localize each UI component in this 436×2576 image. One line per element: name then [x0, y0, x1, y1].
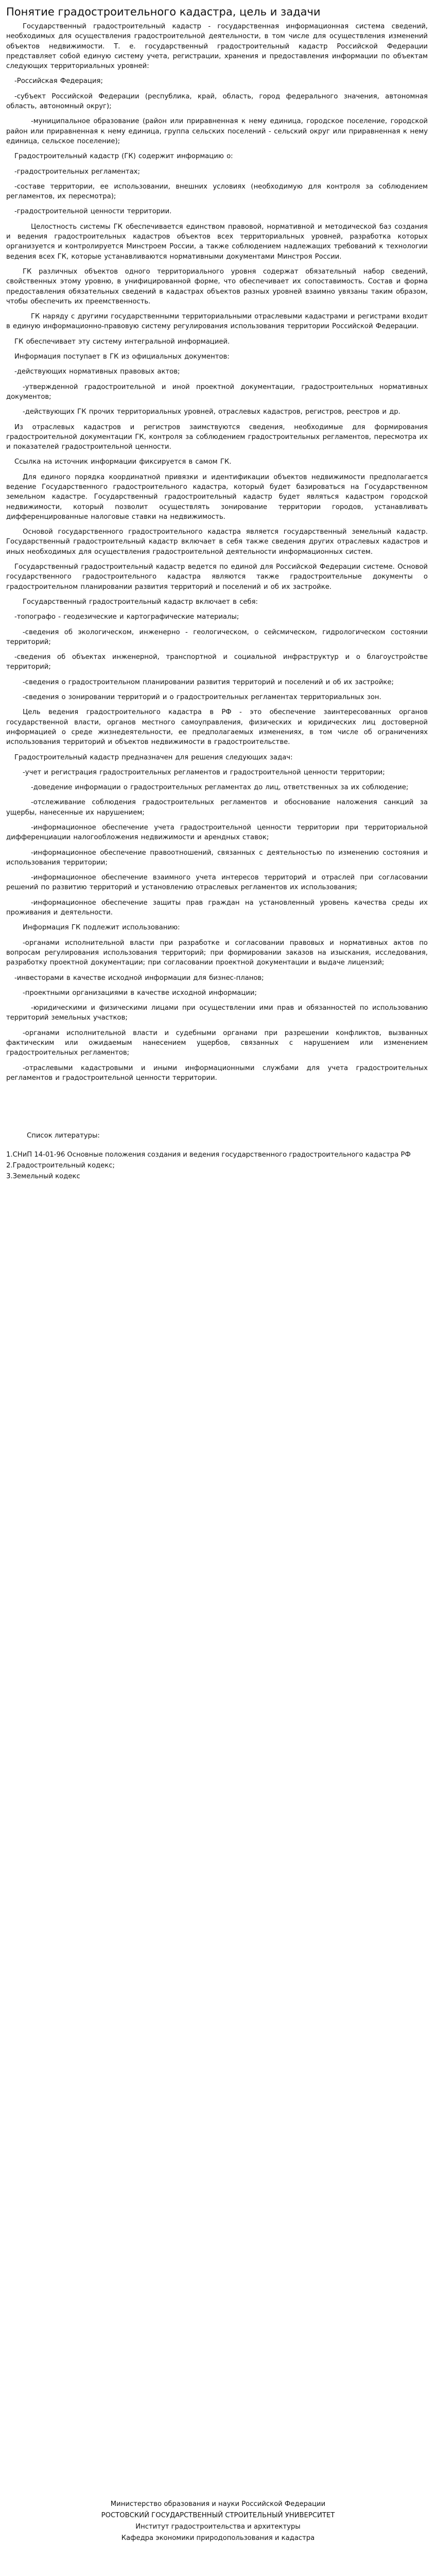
list-item: -органами исполнительной власти при разработке и согласовании правовых и нормативных актов по вопросам регулирования использования территорий; при формировании заказов на изыскания, исследования, разработку проектной документации; при согласовании проектной документации и выдаче лицензий;: [6, 939, 428, 967]
list-item: -субъект Российской Федерации (республика, край, область, город федерального значения, автономная область, автономный округ);: [6, 92, 428, 111]
list-item: -информационное обеспечение правоотношений, связанных с деятельностью по изменению состояния и использования территории;: [6, 849, 428, 867]
list-item: -действующих нормативных правовых актов;: [14, 368, 180, 376]
list-item: -учет и регистрация градостроительных регламентов и градостроительной ценности территории;: [23, 768, 385, 776]
department-line: Кафедра экономики природопользования и кадастра: [121, 2534, 315, 2542]
list-item: -Российская Федерация;: [14, 77, 103, 86]
literature-title: Список литературы:: [27, 1132, 100, 1140]
paragraph: Для единого порядка координатной привязки и идентификации объектов недвижимости предполагается ведение Государственного градостроительного кадастра, который будет базироваться на Государственном земельном кадастре. Государственный градостроительный кадастр будет являться кадастром городской недвижимости, который позволит осуществлять зонирование территории городов, устанавливать дифференцированные налоговые ставки на недвижимость.: [6, 473, 428, 521]
ministry-line: Министерство образования и науки Российской Федерации: [110, 2500, 326, 2508]
list-item: -муниципальное образование (район или приравненная к нему единица, городское поселение, городской район или приравненная к нему единица, группа сельских поселений - сельский округ или приравненная к нему единица, сельское поселение);: [6, 117, 428, 145]
literature-item: 1.СНиП 14-01-96 Основные положения создания и ведения государственного градостроительного кадастра РФ: [6, 1151, 411, 1159]
list-item: -органами исполнительной власти и судебными органами при разрешении конфликтов, вызванных фактическим или ожидаемым нанесением ущербов, связанных с нарушением или изменением градостроительных регламентов;: [6, 1029, 428, 1057]
list-item: -сведения о зонировании территорий и о градостроительных регламентах территориальных зон.: [23, 693, 381, 702]
list-item: -утвержденной градостроительной и иной проектной документации, градостроительных нормативных документов;: [6, 383, 428, 401]
literature-list: [6, 1130, 428, 1182]
list-item: -информационное обеспечение взаимного учета интересов территорий и отраслей при согласовании решений по развитию территорий и установлению отраслевых регламентов их использования;: [6, 874, 428, 892]
paragraph: Информация поступает в ГК из официальных документов:: [14, 353, 230, 361]
list-item: -проектными организациями в качестве исходной информации;: [23, 989, 257, 997]
paragraph: Ссылка на источник информации фиксируется в самом ГК.: [14, 458, 232, 466]
paragraph: ГК обеспечивает эту систему интегральной информацией.: [14, 337, 230, 346]
list-item: -юридическими и физическими лицами при осуществлении ими прав и обязанностей по использованию территорий земельных участков;: [6, 1004, 428, 1022]
paragraph: Государственный градостроительный кадастр ведется по единой для Российской Федерации системе. Основой государственного градостроительного кадастра являются также градостроительные документы о градостроительном планировании развития территорий и поселений и об их застройке.: [6, 563, 428, 591]
list-item: -доведение информации о градостроительных регламентах до лиц, ответственных за их соблюдение;: [31, 784, 409, 792]
literature-item: 2.Градостроительный кодекс;: [6, 1162, 115, 1170]
paragraph: Цель ведения градостроительного кадастра в РФ - это обеспечение заинтересованных органов государственной власти, органов местного самоуправления, физических и юридических лиц достоверной информацией о среде жизнедеятельности, ее предполагаемых изменениях, в том числе об ограничениях использования территорий и объектов недвижимости в градостроительстве.: [6, 708, 428, 747]
title-page-header: [0, 2499, 436, 2544]
paragraph: Градостроительный кадастр предназначен для решения следующих задач:: [14, 753, 293, 761]
list-item: -информационное обеспечение учета градостроительной ценности территории при территориальной дифференциации налогообложения недвижимости и арендных ставок;: [6, 824, 428, 842]
paragraph: Из отраслевых кадастров и регистров заимствуются сведения, необходимые для формирования градостроительной документации ГК, контроля за соблюдением градостроительных регламентов, пересмотра их и показателей градостроительной ценности.: [6, 423, 428, 451]
list-item: -топографо - геодезические и картографические материалы;: [14, 613, 239, 621]
list-item: -сведения об объектах инженерной, транспортной и социальной инфраструктур и о благоустройстве территорий;: [6, 653, 428, 671]
list-item: -сведения о градостроительном планировании развития территорий и поселений и об их застройке;: [23, 678, 394, 686]
list-item: -информационное обеспечение защиты прав граждан на установленный уровень качества среды их проживания и деятельности.: [6, 899, 428, 917]
paragraph: Информация ГК подлежит использованию:: [23, 924, 180, 932]
paragraph: Целостность системы ГК обеспечивается единством правовой, нормативной и методической баз создания и ведения градостроительных кадастров объектов всех территориальных уровней, разработка которых организуется и контролируется Минстроем России, а также соблюдением надлежащих требований к технологии ведения всех ГК, которые устанавливаются нормативными документами Минстроя России.: [6, 223, 428, 261]
list-item: -составе территории, ее использовании, внешних условиях (необходимую для контроля за соблюдением регламентов, их пересмотра);: [6, 182, 428, 201]
list-item: -инвесторами в качестве исходной информации для бизнес-планов;: [14, 974, 264, 982]
university-line: РОСТОВСКИЙ ГОСУДАРСТВЕННЫЙ СТРОИТЕЛЬНЫЙ УНИВЕРСИТЕТ: [101, 2512, 335, 2519]
list-item: -градостроительной ценности территории.: [14, 208, 172, 216]
literature-item: 3.Земельный кодекс: [6, 1173, 80, 1181]
paragraph: Основой государственного градостроительного кадастра является государственный земельный кадастр. Государственный градостроительный кадастр включает в себя также сведения других отраслевых кадастров и иных необходимых для осуществления градостроительной деятельности информационных систем.: [6, 528, 428, 556]
list-item: -градостроительных регламентах;: [14, 167, 140, 176]
list-item: -сведения об экологическом, инженерно - геологическом, о сейсмическом, гидрологическом состоянии территорий;: [6, 628, 428, 646]
paragraph: ГК различных объектов одного территориального уровня содержат обязательный набор сведений, свойственных этому уровню, в унифицированной форме, что обеспечивает их сопоставимость. Состав и форма предоставления обязательных сведений в кадастрах объектов разных уровней взаимно увязаны таким образом, чтобы обеспечить их преемственность.: [6, 267, 428, 306]
list-item: -отраслевыми кадастровыми и иными информационными службами для учета градостроительных регламентов и градостроительной ценности территории.: [6, 1064, 428, 1082]
institute-line: Институт градостроительства и архитектуры: [135, 2523, 301, 2531]
paragraph: Государственный градостроительный кадастр включает в себя:: [23, 598, 258, 606]
paragraph: ГК наряду с другими государственными территориальными отраслевыми кадастрами и регистрами входит в единую информационно-правовую систему регулирования использования территории Российской Федерации.: [6, 313, 428, 331]
list-item: -действующих ГК прочих территориальных уровней, отраслевых кадастров, регистров, реестров и др.: [23, 408, 400, 416]
paragraph: Государственный градостроительный кадастр - государственная информационная система сведений, необходимых для осуществления градостроительной деятельности, в том числе для осуществления изменений объектов недвижимости. Т. е. государственный градостроительный кадастр Российской Федерации представляет собой единую систему учета, регистрации, хранения и предоставления информации по объектам следующих территориальных уровней:: [6, 23, 428, 71]
document-title: Понятие градостроительного кадастра, цель и задачи: [6, 6, 321, 18]
list-item: -отслеживание соблюдения градостроительных регламентов и обоснование наложения санкций за ущербы, нанесенные их нарушением;: [6, 799, 428, 817]
paragraph: Градостроительный кадастр (ГК) содержит информацию о:: [14, 152, 233, 161]
document-body: [6, 22, 428, 1083]
